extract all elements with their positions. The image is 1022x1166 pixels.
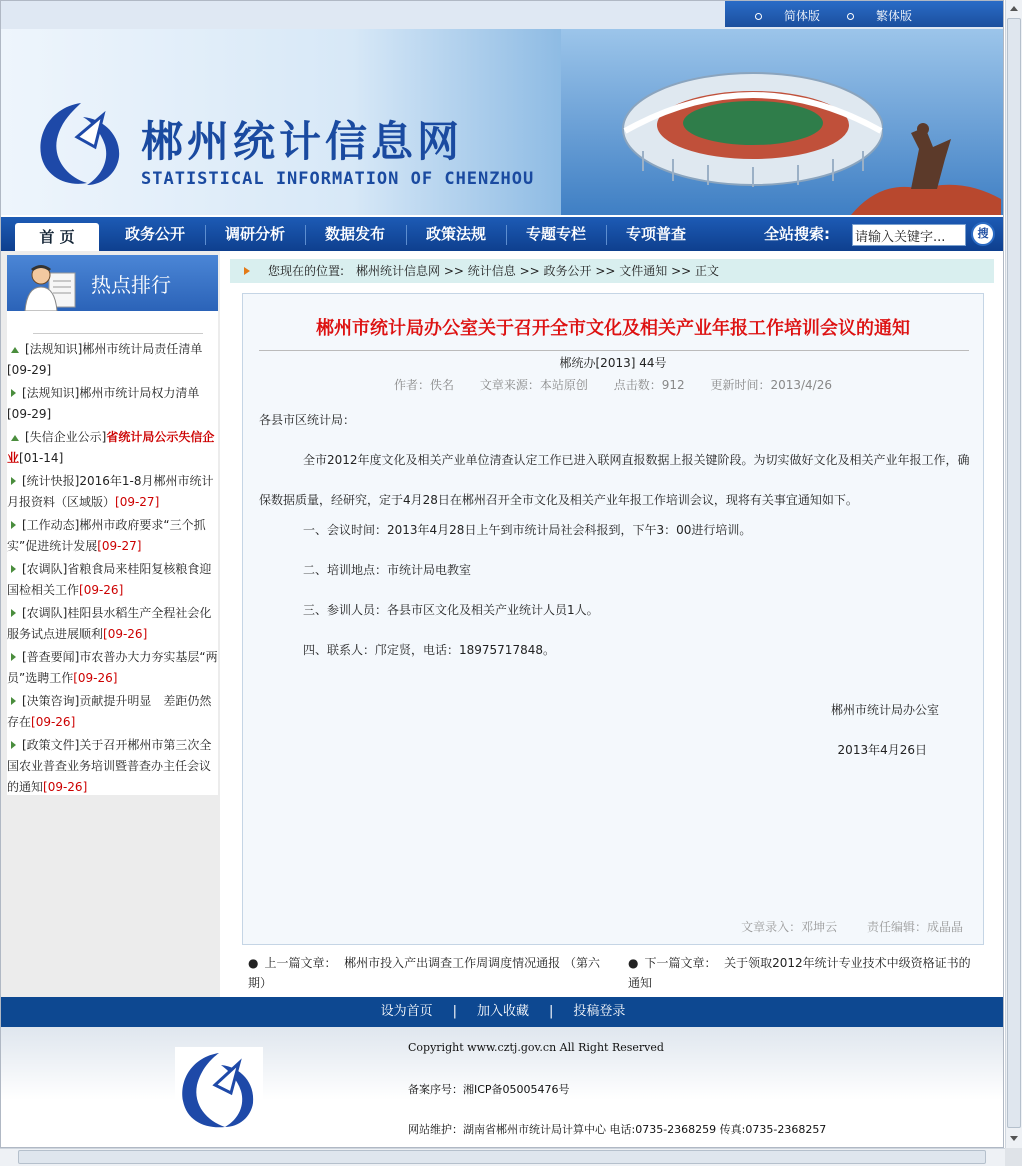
paragraph: 全市2012年度文化及相关产业单位清查认定工作已进入联网直报数据上报关键阶段。为切实做好文化及相关产业年报工作，确保数据质量，经研究，定于4月28日在郴州召开全市文化及相关产业年报工作培训会议，现将有关事宜通知如下。 (259, 453, 970, 507)
list-item[interactable]: [农调队]桂阳县水稻生产全程社会化服务试点进展顺利[09-26] (7, 606, 212, 641)
list-item[interactable]: [失信企业公示]省统计局公示失信企业[01-14] (7, 430, 215, 465)
arrow-right-icon (11, 389, 16, 397)
update-time: 更新时间：2013/4/26 (710, 378, 832, 392)
click-count: 点击数：912 (613, 378, 685, 392)
content-area (1, 251, 1004, 997)
search-input[interactable] (852, 224, 966, 246)
simplified-link[interactable]: 简体版 (755, 7, 820, 24)
author: 作者：佚名 (394, 378, 455, 392)
list-item[interactable]: [统计快报]2016年1-8月郴州市统计月报资料（区域版）[09-27] (7, 474, 214, 509)
list-item[interactable]: [政策文件]关于召开郴州市第三次全国农业普查业务培训暨普查办主任会议的通知[09-26] (7, 738, 212, 794)
language-strip (725, 1, 1004, 27)
header-banner (1, 29, 1004, 215)
nav-item-census[interactable]: 专项普查 (625, 225, 686, 243)
signature: 郴州市统计局办公室 (830, 703, 939, 717)
paragraph: 二、培训地点：市统计局电教室 (303, 563, 472, 577)
arrow-up-icon (11, 347, 19, 353)
main-content (220, 251, 1004, 997)
nav-item-research[interactable]: 调研分析 (224, 225, 285, 243)
nav-item-special-topics[interactable]: 专题专栏 (525, 225, 586, 243)
list-item[interactable]: [决策咨询]贡献提升明显 差距仍然存在[09-26] (7, 694, 212, 729)
arrow-right-icon (11, 697, 16, 705)
source: 文章来源：本站原创 (479, 378, 588, 392)
arrow-right-icon (244, 267, 250, 275)
site-subtitle: STATISTICAL INFORMATION OF CHENZHOU (141, 169, 535, 189)
submit-login-link[interactable]: 投稿登录 (573, 1004, 626, 1019)
arrow-right-icon (11, 477, 16, 485)
arrow-right-icon (11, 741, 16, 749)
entry-person: 文章录入：邓坤云 (741, 920, 838, 934)
article-meta (243, 376, 983, 393)
arrow-right-icon (11, 565, 16, 573)
prev-article[interactable]: ● 上一篇文章： 郴州市投入产出调查工作周调度情况通报 （第六期） (248, 956, 600, 990)
scrollbar-thumb[interactable] (18, 1150, 986, 1164)
nav-item-home[interactable]: 首 页 (15, 223, 99, 253)
paragraph: 三、参训人员：各县市区文化及相关产业统计人员1人。 (303, 603, 599, 617)
main-nav (1, 215, 1004, 251)
statue-image (841, 119, 1001, 215)
traditional-link[interactable]: 繁体版 (847, 7, 912, 24)
copyright: Copyright www.cztj.gov.cn All Right Reserved (408, 1041, 664, 1054)
nav-item-policy[interactable]: 政策法规 (425, 225, 486, 243)
article-footer (715, 918, 963, 935)
hot-ranking-sidebar (7, 255, 218, 795)
search-label: 全站搜索: (764, 225, 830, 243)
site-title: 郴州统计信息网 (141, 117, 464, 166)
next-article[interactable]: ● 下一篇文章： 关于领取2012年统计专业技术中级资格证书的通知 (628, 956, 971, 990)
signature-date: 2013年4月26日 (837, 743, 927, 757)
paragraph: 四、联系人：邝定贤，电话：18975717848。 (303, 643, 555, 657)
scrollbar-thumb[interactable] (1007, 18, 1021, 1128)
bullet-icon (755, 13, 762, 20)
search-button[interactable]: 搜 (971, 222, 995, 246)
document-number: 郴统办[2013] 44号 (559, 356, 667, 370)
scrollbar-corner (1005, 1148, 1022, 1166)
sidebar-header (7, 255, 218, 311)
divider (259, 350, 969, 351)
article (242, 293, 984, 945)
list-item[interactable]: [法规知识]郴州市统计局责任清单 [09-29] (7, 342, 203, 377)
article-title: 郴州市统计局办公室关于召开全市文化及相关产业年报工作培训会议的通知 (316, 318, 910, 339)
list-item[interactable]: [普查要闻]市农普办大力夯实基层“两员”选聘工作[09-26] (7, 650, 218, 685)
list-item[interactable]: [法规知识]郴州市统计局权力清单 [09-29] (7, 386, 200, 421)
nav-item-data-release[interactable]: 数据发布 (324, 225, 385, 243)
sidebar-title: 热点排行 (91, 273, 171, 297)
footer (1, 1027, 1004, 1148)
add-favorite-link[interactable]: 加入收藏 (476, 1004, 529, 1019)
arrow-right-icon (11, 653, 16, 661)
arrow-right-icon (11, 609, 16, 617)
set-homepage-link[interactable]: 设为首页 (380, 1004, 433, 1019)
article-body (259, 410, 971, 780)
arrow-right-icon (11, 521, 16, 529)
footer-nav: 设为首页 | 加入收藏 | 投稿登录 (1, 997, 1004, 1027)
editor: 责任编辑：成晶晶 (866, 920, 963, 934)
divider (33, 333, 203, 334)
scroll-up-icon[interactable] (1010, 6, 1018, 11)
arrow-up-icon (11, 435, 19, 441)
horizontal-scrollbar[interactable] (0, 1148, 1005, 1166)
maintenance-info: 网站维护：湖南省郴州市统计局计算中心 电话:0735-2368259 传真:0735-2368257 (408, 1123, 827, 1136)
bullet-icon: ● (628, 956, 639, 970)
nav-item-gov-affairs[interactable]: 政务公开 (124, 225, 185, 243)
breadcrumb (230, 259, 994, 283)
avatar-icon (19, 259, 79, 311)
vertical-scrollbar[interactable] (1005, 0, 1022, 1148)
icp-number: 备案序号：湘ICP备05005476号 (408, 1083, 570, 1096)
top-bar (1, 1, 1004, 29)
breadcrumb-text[interactable]: 您现在的位置: 郴州统计信息网 >> 统计信息 >> 政务公开 >> 文件通知 >> 正文 (268, 264, 719, 278)
scroll-down-icon[interactable] (1010, 1136, 1018, 1141)
bullet-icon: ● (248, 956, 259, 970)
list-item[interactable]: [工作动态]郴州市政府要求“三个抓实”促进统计发展[09-27] (7, 518, 206, 553)
footer-logo-icon (175, 1047, 263, 1131)
bullet-icon (847, 13, 854, 20)
site-logo-icon (33, 97, 129, 189)
hot-list (7, 339, 218, 800)
salutation: 各县市区统计局： (259, 413, 356, 427)
paragraph: 一、会议时间：2013年4月28日上午到市统计局社会科报到，下午3：00进行培训。 (303, 523, 752, 537)
list-item[interactable]: [农调队]省粮食局来桂阳复核粮食迎国检相关工作[09-26] (7, 562, 212, 597)
